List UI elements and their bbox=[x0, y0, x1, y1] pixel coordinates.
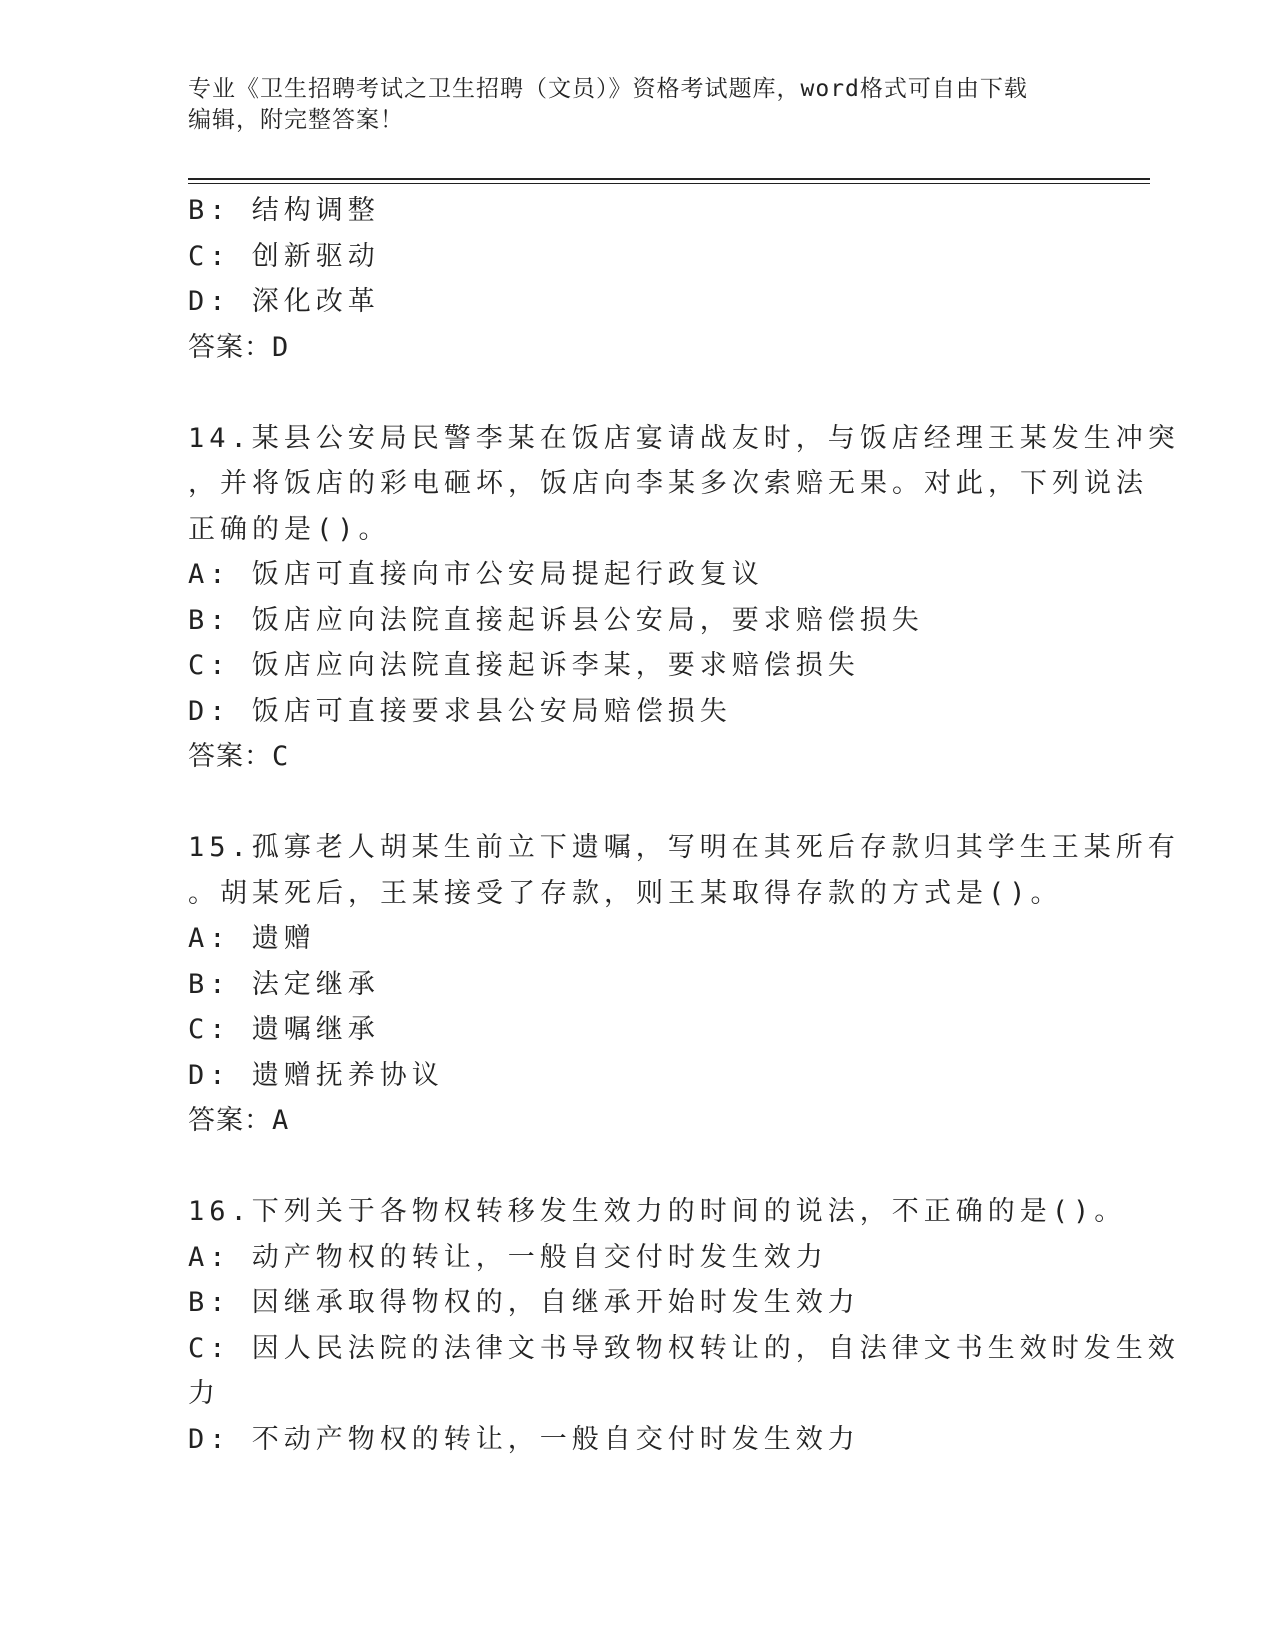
question-stem-line: 15.孤寡老人胡某生前立下遗嘱，写明在其死后存款归其学生王某所有 bbox=[188, 832, 1180, 863]
header-rule-thick bbox=[188, 178, 1150, 180]
option-b: B: 因继承取得物权的，自继承开始时发生效力 bbox=[188, 1287, 860, 1318]
answer: 答案：D bbox=[188, 331, 290, 363]
question-stem-line: 。胡某死后，王某接受了存款，则王某取得存款的方式是()。 bbox=[188, 877, 1063, 909]
option-c: C: 遗嘱继承 bbox=[188, 1014, 380, 1045]
option-b: B: 结构调整 bbox=[188, 195, 380, 226]
option-a: A: 遗赠 bbox=[188, 923, 316, 954]
option-b: B: 法定继承 bbox=[188, 968, 380, 1000]
option-c-continued: 力 bbox=[188, 1378, 220, 1409]
spacer bbox=[188, 1144, 1088, 1190]
header-line-2: 编辑，附完整答案！ bbox=[188, 107, 404, 133]
spacer bbox=[188, 370, 1088, 416]
header-rule-thin bbox=[188, 183, 1150, 184]
option-d: D: 遗赠抚养协议 bbox=[188, 1059, 444, 1091]
option-d: D: 饭店可直接要求县公安局赔偿损失 bbox=[188, 695, 732, 727]
option-c: C: 创新驱动 bbox=[188, 240, 380, 272]
spacer bbox=[188, 780, 1088, 826]
question-list bbox=[188, 188, 1180, 1462]
question-stem-line: 正确的是()。 bbox=[188, 513, 391, 545]
option-a: A: 动产物权的转让，一般自交付时发生效力 bbox=[188, 1241, 828, 1273]
document-header bbox=[188, 74, 1088, 136]
header-line-1: 专业《卫生招聘考试之卫生招聘（文员）》资格考试题库，word格式可自由下载 bbox=[188, 76, 1028, 102]
option-c: C: 饭店应向法院直接起诉李某，要求赔偿损失 bbox=[188, 650, 860, 681]
option-c: C: 因人民法院的法律文书导致物权转让的，自法律文书生效时发生效 bbox=[188, 1332, 1180, 1364]
question-13-tail bbox=[188, 188, 1088, 370]
question-stem-line: 14.某县公安局民警李某在饭店宴请战友时，与饭店经理王某发生冲突 bbox=[188, 422, 1180, 454]
option-b: B: 饭店应向法院直接起诉县公安局，要求赔偿损失 bbox=[188, 604, 924, 636]
option-d: D: 深化改革 bbox=[188, 286, 380, 317]
question-stem-line: ，并将饭店的彩电砸坏，饭店向李某多次索赔无果。对此，下列说法 bbox=[188, 468, 1148, 499]
answer: 答案：C bbox=[188, 741, 290, 772]
answer: 答案：A bbox=[188, 1105, 290, 1136]
question-15 bbox=[188, 825, 1180, 1144]
option-d: D: 不动产物权的转让，一般自交付时发生效力 bbox=[188, 1423, 860, 1455]
question-14 bbox=[188, 416, 1180, 780]
question-16 bbox=[188, 1189, 1180, 1462]
question-stem-line: 16.下列关于各物权转移发生效力的时间的说法，不正确的是()。 bbox=[188, 1196, 1127, 1227]
option-a: A: 饭店可直接向市公安局提起行政复议 bbox=[188, 559, 764, 590]
